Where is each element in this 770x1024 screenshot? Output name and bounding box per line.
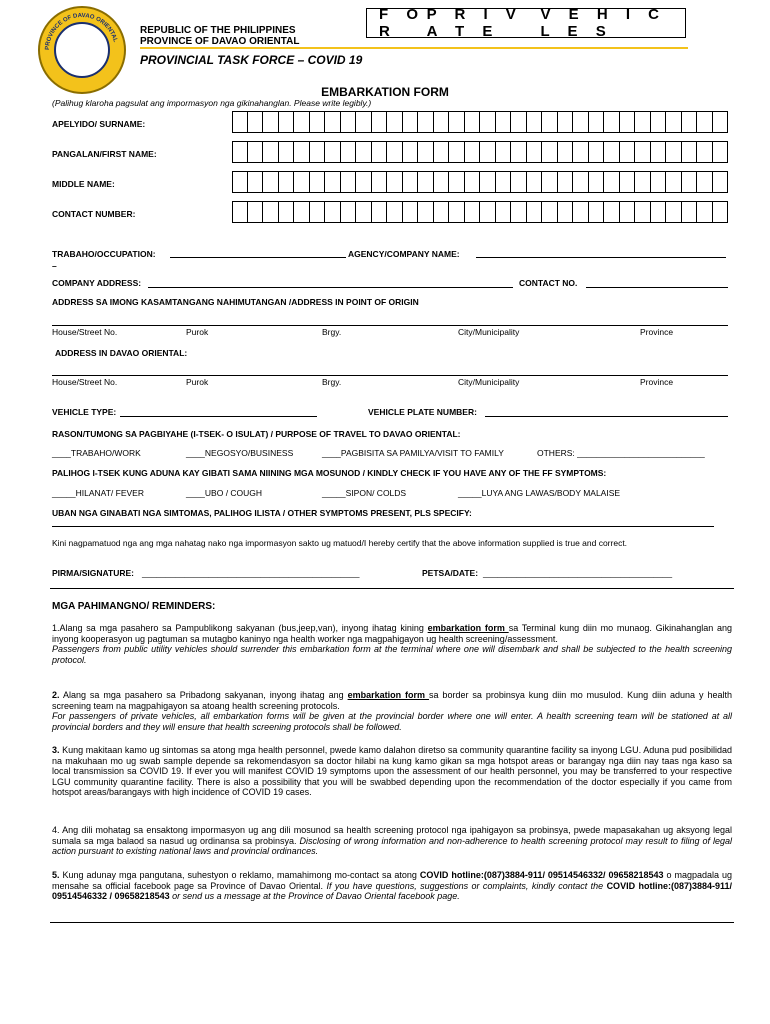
symptom-cough[interactable]: ____UBO / COUGH — [186, 488, 263, 498]
char-box[interactable] — [325, 111, 341, 133]
char-box[interactable] — [682, 201, 698, 223]
header-divider — [140, 47, 688, 49]
char-box[interactable] — [496, 141, 512, 163]
char-box[interactable] — [589, 111, 605, 133]
symptoms-label: PALIHOG I-TSEK KUNG ADUNA KAY GIBATI SAMA NIINING MGA MOSUNOD / KINDLY CHECK IF YOU HAVE ANY OF THE FF SYMPTOMS: — [52, 468, 607, 478]
reminder-2-text: Alang sa mga pasahero sa Pribadong sakyanan, inyong ihatag ang — [59, 690, 348, 700]
purpose-option-others[interactable]: OTHERS: ___________________________ — [537, 448, 705, 458]
char-box[interactable] — [434, 111, 450, 133]
char-box[interactable] — [294, 111, 310, 133]
char-box[interactable] — [651, 171, 667, 193]
char-box[interactable] — [449, 141, 465, 163]
plate-number-label: VEHICLE PLATE NUMBER: — [368, 407, 477, 417]
address-part: Province — [640, 327, 674, 337]
char-box[interactable] — [635, 141, 651, 163]
char-box[interactable] — [480, 171, 496, 193]
address-part: Purok — [186, 327, 209, 337]
char-box[interactable] — [558, 141, 574, 163]
char-box[interactable] — [589, 201, 605, 223]
bottom-divider — [50, 922, 734, 923]
char-box[interactable] — [279, 171, 295, 193]
char-box[interactable] — [620, 141, 636, 163]
char-box[interactable] — [651, 201, 667, 223]
middle-name-label: MIDDLE NAME: — [52, 179, 115, 189]
char-box[interactable] — [465, 141, 481, 163]
char-box[interactable] — [232, 201, 248, 223]
symptom-malaise[interactable]: _____LUYA ANG LAWAS/BODY MALAISE — [458, 488, 621, 498]
char-box[interactable] — [387, 141, 403, 163]
davao-address-field[interactable] — [52, 375, 728, 376]
char-box[interactable] — [294, 171, 310, 193]
address-part: Brgy. — [322, 377, 342, 387]
char-box[interactable] — [697, 201, 713, 223]
char-box[interactable] — [558, 171, 574, 193]
occupation-label: TRABAHO/OCCUPATION: — [52, 249, 156, 259]
char-box[interactable] — [465, 111, 481, 133]
char-box[interactable] — [263, 141, 279, 163]
contact-no-label: CONTACT NO. — [519, 278, 578, 288]
char-box[interactable] — [356, 201, 372, 223]
char-box[interactable] — [697, 171, 713, 193]
char-box[interactable] — [620, 111, 636, 133]
reminder-1-english: Passengers from public utility vehicles should surrender this embarkation form at the terminal where one will disembark and shall be subjected to the health screening protocol. — [52, 644, 732, 665]
banner-word: P R I V A T E — [426, 6, 523, 40]
contact-number-boxes[interactable] — [232, 201, 728, 223]
char-box[interactable] — [589, 171, 605, 193]
agency-label: AGENCY/COMPANY NAME: — [348, 249, 460, 259]
reminder-5-number: 5. — [52, 870, 60, 880]
char-box[interactable] — [697, 111, 713, 133]
form-title: EMBARKATION FORM — [321, 85, 449, 99]
seal-ring-text — [40, 8, 124, 92]
char-box[interactable] — [418, 171, 434, 193]
char-box[interactable] — [666, 201, 682, 223]
char-box[interactable] — [372, 201, 388, 223]
char-box[interactable] — [635, 111, 651, 133]
char-box[interactable] — [356, 141, 372, 163]
address-part: Province — [640, 377, 674, 387]
char-box[interactable] — [651, 141, 667, 163]
reminders-heading: MGA PAHIMANGNO/ REMINDERS: — [52, 601, 216, 612]
republic-line: REPUBLIC OF THE PHILIPPINES — [140, 25, 296, 36]
char-box[interactable] — [573, 111, 589, 133]
date-field[interactable]: ________________________________________ — [483, 568, 673, 578]
reminder-1-text-cont: sa Terminal kung diin mo munaog. Gikinahanglan ang inyong kooperasyon ug pagtuman sa mutagbo kaninyo nga health worker nga magpahigayon ug health screening/assessment. — [52, 623, 732, 644]
agency-field[interactable] — [476, 257, 726, 258]
char-box[interactable] — [341, 111, 357, 133]
contact-number-label: CONTACT NUMBER: — [52, 209, 136, 219]
char-box[interactable] — [387, 111, 403, 133]
char-box[interactable] — [294, 141, 310, 163]
reminder-5-text-cont: o magpadala ug mensahe sa official facebook page sa Province of Davao Oriental. — [52, 870, 732, 891]
reminder-1-number: 1. — [52, 623, 60, 633]
char-box[interactable] — [651, 111, 667, 133]
char-box[interactable] — [496, 201, 512, 223]
char-box[interactable] — [325, 141, 341, 163]
char-box[interactable] — [248, 171, 264, 193]
char-box[interactable] — [449, 201, 465, 223]
company-address-field[interactable] — [148, 287, 513, 288]
char-box[interactable] — [341, 201, 357, 223]
char-box[interactable] — [279, 141, 295, 163]
reminder-5-english-cont: or send us a message at the Province of Davao Oriental facebook page. — [169, 891, 460, 902]
dash-mark: – — [52, 261, 57, 271]
instruction-text: (Palihug klaroha pagsulat ang impormasyon nga gikinahanglan. Please write legibly.) — [52, 98, 372, 108]
other-symptoms-label: UBAN NGA GINABATI NGA SIMTOMAS, PALIHOG ILISTA / OTHER SYMPTOMS PRESENT, PLS SPECIFY: — [52, 508, 472, 518]
char-box[interactable] — [310, 141, 326, 163]
reminder-5 — [52, 870, 732, 902]
char-box[interactable] — [713, 171, 729, 193]
char-box[interactable] — [511, 171, 527, 193]
davao-address-label: ADDRESS IN DAVAO ORIENTAL: — [55, 348, 188, 358]
char-box[interactable] — [682, 171, 698, 193]
surname-boxes[interactable] — [232, 111, 728, 133]
reminder-2-number: 2. — [52, 690, 60, 700]
char-box[interactable] — [604, 111, 620, 133]
char-box[interactable] — [418, 201, 434, 223]
char-box[interactable] — [480, 111, 496, 133]
char-box[interactable] — [310, 111, 326, 133]
plate-number-field[interactable] — [485, 416, 728, 417]
char-box[interactable] — [434, 141, 450, 163]
char-box[interactable] — [449, 171, 465, 193]
vehicle-type-field[interactable] — [120, 416, 317, 417]
char-box[interactable] — [418, 141, 434, 163]
char-box[interactable] — [465, 201, 481, 223]
reminder-3-text: Kung makitaan kamo ug sintomas sa atong mga health personnel, pwede kamo dalahon diretso sa community quarantine facility sa inyong LGU. Aduna pud posibilidad na makuhaan mo ug swab sample depende sa rekomendasyon sa doctor hilabi na kung kamo gikan sa mga hotspot areas or barangay nga diin nay taas nga kaso sa local transmission sa COVID 19. If ever you will manifest COVID 19 symptoms upon the assessment of our health personnel, you may be transferred to your respective LGU community quarantine facility. There is also a possibility that you will be swabbed depending upon the recommendation of the doctor especially if you came from hotspot areas/barangays with high incidence of COVID 19 cases. — [52, 745, 732, 798]
reminder-4-english: Disclosing of wrong information and non-adherence to health screening protocol may result to filing of legal action pursuant to existing national laws and provincial ordinances. — [52, 835, 732, 857]
reminder-5-english: If you have questions, suggestions or complaints, kindly contact the — [326, 880, 607, 891]
origin-address-field[interactable] — [52, 325, 728, 326]
char-box[interactable] — [232, 111, 248, 133]
char-box[interactable] — [341, 171, 357, 193]
date-label: PETSA/DATE: — [422, 568, 479, 578]
banner-word: F O R — [379, 6, 425, 40]
char-box[interactable] — [666, 141, 682, 163]
char-box[interactable] — [573, 141, 589, 163]
char-box[interactable] — [403, 111, 419, 133]
char-box[interactable] — [263, 171, 279, 193]
covid-hotline: COVID hotline:(087)3884-911/ 09514546332/ 09658218543 — [419, 870, 664, 880]
char-box[interactable] — [604, 141, 620, 163]
purpose-label: RASON/TUMONG SA PAGBIYAHE (I-TSEK- O ISULAT) / PURPOSE OF TRAVEL TO DAVAO ORIENTAL: — [52, 429, 461, 439]
char-box[interactable] — [542, 141, 558, 163]
char-box[interactable] — [480, 141, 496, 163]
signature-label: PIRMA/SIGNATURE: — [52, 568, 135, 578]
char-box[interactable] — [356, 111, 372, 133]
vehicle-type-label: VEHICLE TYPE: — [52, 407, 117, 417]
address-part: House/Street No. — [52, 377, 118, 387]
char-box[interactable] — [682, 111, 698, 133]
char-box[interactable] — [279, 201, 295, 223]
char-box[interactable] — [496, 171, 512, 193]
char-box[interactable] — [434, 201, 450, 223]
char-box[interactable] — [713, 201, 729, 223]
char-box[interactable] — [527, 111, 543, 133]
surname-label: APELYIDO/ SURNAME: — [52, 119, 146, 129]
char-box[interactable] — [527, 171, 543, 193]
reminder-2-text-cont: sa border sa probinsya kung diin mo musulod. Kung diin aduna y health screening team na magpahigayon sa atoang health screening protocols. — [52, 690, 732, 711]
reminder-2-english: For passengers of private vehicles, all embarkation forms will be given at the provincial border where one will enter. A health screening team will be stationed at all provincial borders and they will ensure that health screening protocols shall be followed. — [52, 711, 732, 732]
private-vehicles-banner — [366, 8, 686, 38]
char-box[interactable] — [232, 141, 248, 163]
char-box[interactable] — [341, 141, 357, 163]
char-box[interactable] — [620, 201, 636, 223]
char-box[interactable] — [511, 141, 527, 163]
char-box[interactable] — [558, 201, 574, 223]
char-box[interactable] — [558, 111, 574, 133]
reminder-1-text: Alang sa mga pasahero sa Pampublikong sakyanan (bus,jeep,van), inyong ihatag kining — [59, 623, 428, 633]
middle-name-boxes[interactable] — [232, 171, 728, 193]
char-box[interactable] — [620, 171, 636, 193]
company-address-label: COMPANY ADDRESS: — [52, 278, 142, 288]
address-part: Purok — [186, 377, 209, 387]
char-box[interactable] — [542, 111, 558, 133]
purpose-option-business[interactable]: ____NEGOSYO/BUSINESS — [186, 448, 294, 458]
char-box[interactable] — [403, 171, 419, 193]
char-box[interactable] — [666, 171, 682, 193]
char-box[interactable] — [496, 111, 512, 133]
occupation-field[interactable] — [170, 257, 346, 258]
embarkation-form-link: embarkation form — [427, 623, 509, 633]
char-box[interactable] — [465, 171, 481, 193]
reminder-5-text: Kung adunay mga pangutana, suhestyon o reklamo, mamahimong mo-contact sa atong — [59, 870, 420, 880]
address-part: City/Municipality — [458, 377, 520, 387]
address-part: House/Street No. — [52, 327, 118, 337]
reminder-1 — [52, 623, 732, 665]
char-box[interactable] — [573, 171, 589, 193]
reminder-4 — [52, 825, 732, 857]
char-box[interactable] — [263, 201, 279, 223]
char-box[interactable] — [403, 141, 419, 163]
char-box[interactable] — [248, 141, 264, 163]
covid-hotline-english: COVID hotline:(087)3884-911/ 09514546332 / 09658218543 — [52, 880, 733, 902]
seal-ring-label: PROVINCE OF DAVAO ORIENTAL — [44, 12, 119, 51]
reminder-3 — [52, 745, 732, 798]
char-box[interactable] — [697, 141, 713, 163]
char-box[interactable] — [310, 201, 326, 223]
purpose-option-visit[interactable]: ____PAGBISITA SA PAMILYA/VISIT TO FAMILY — [322, 448, 504, 458]
char-box[interactable] — [279, 111, 295, 133]
char-box[interactable] — [635, 171, 651, 193]
first-name-boxes[interactable] — [232, 141, 728, 163]
char-box[interactable] — [232, 171, 248, 193]
char-box[interactable] — [434, 171, 450, 193]
char-box[interactable] — [248, 201, 264, 223]
reminder-2 — [52, 690, 732, 732]
origin-address-label: ADDRESS SA IMONG KASAMTANGANG NAHIMUTANGAN /ADDRESS IN POINT OF ORIGIN — [52, 297, 419, 307]
char-box[interactable] — [418, 111, 434, 133]
char-box[interactable] — [325, 171, 341, 193]
char-box[interactable] — [511, 201, 527, 223]
char-box[interactable] — [713, 141, 729, 163]
task-force-title: PROVINCIAL TASK FORCE – COVID 19 — [140, 53, 363, 67]
char-box[interactable] — [542, 201, 558, 223]
char-box[interactable] — [263, 111, 279, 133]
char-box[interactable] — [403, 201, 419, 223]
char-box[interactable] — [325, 201, 341, 223]
contact-no-field[interactable] — [586, 287, 728, 288]
char-box[interactable] — [604, 201, 620, 223]
other-symptoms-field[interactable] — [52, 526, 714, 527]
provincial-seal — [38, 6, 126, 94]
char-box[interactable] — [573, 201, 589, 223]
char-box[interactable] — [356, 171, 372, 193]
reminder-4-text: 4. Ang dili mohatag sa ensaktong impormasyon ug ang dili mosunod sa health screening protocol nga ipahigayon sa probinsya, pwede mapasakahan ug aksyong legal sumala sa mga balaod sa nasud ug ordinansa sa probinsya. — [52, 825, 732, 846]
address-part: Brgy. — [322, 327, 342, 337]
char-box[interactable] — [542, 171, 558, 193]
char-box[interactable] — [713, 111, 729, 133]
char-box[interactable] — [449, 111, 465, 133]
char-box[interactable] — [527, 201, 543, 223]
char-box[interactable] — [682, 141, 698, 163]
char-box[interactable] — [480, 201, 496, 223]
char-box[interactable] — [248, 111, 264, 133]
char-box[interactable] — [372, 171, 388, 193]
first-name-label: PANGALAN/FIRST NAME: — [52, 149, 157, 159]
address-part: City/Municipality — [458, 327, 520, 337]
char-box[interactable] — [511, 111, 527, 133]
char-box[interactable] — [604, 171, 620, 193]
char-box[interactable] — [589, 141, 605, 163]
signature-field[interactable]: ______________________________________________ — [142, 568, 360, 578]
char-box[interactable] — [387, 201, 403, 223]
char-box[interactable] — [635, 201, 651, 223]
char-box[interactable] — [372, 141, 388, 163]
province-line: PROVINCE OF DAVAO ORIENTAL — [140, 36, 300, 47]
char-box[interactable] — [372, 111, 388, 133]
section-divider — [50, 588, 734, 589]
banner-word: V E H I C L E S — [540, 6, 667, 40]
embarkation-form-link: embarkation form — [347, 690, 429, 700]
char-box[interactable] — [527, 141, 543, 163]
certification-statement: Kini nagpamatuod nga ang mga nahatag nako nga impormasyon sakto ug matuod/I hereby certify that the above information supplied is true and correct. — [52, 538, 628, 548]
char-box[interactable] — [294, 201, 310, 223]
purpose-option-work[interactable]: ____TRABAHO/WORK — [52, 448, 141, 458]
symptom-colds[interactable]: _____SIPON/ COLDS — [322, 488, 407, 498]
char-box[interactable] — [310, 171, 326, 193]
symptom-fever[interactable]: _____HILANAT/ FEVER — [52, 488, 144, 498]
reminder-3-number: 3. — [52, 745, 60, 755]
char-box[interactable] — [387, 171, 403, 193]
char-box[interactable] — [666, 111, 682, 133]
